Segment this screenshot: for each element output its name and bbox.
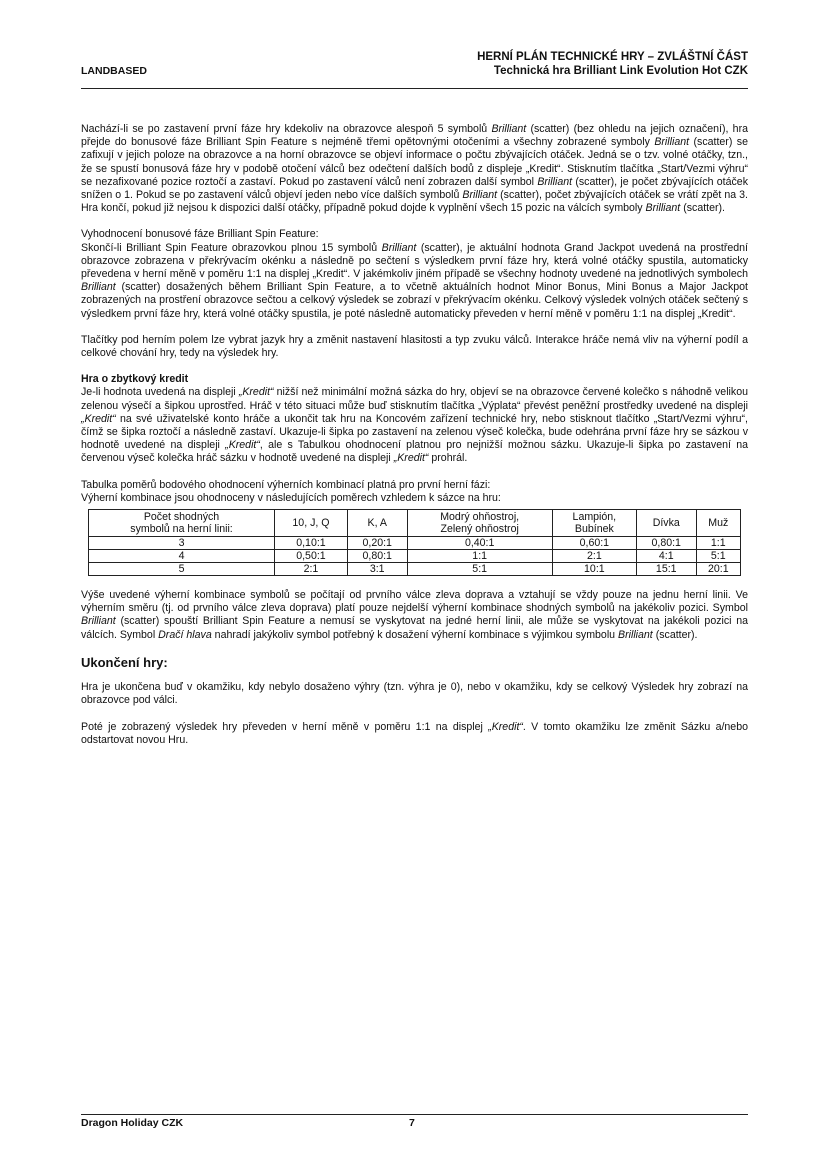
text-run: Nachází-li se po zastavení první fáze hry kdekoliv na obrazovce alespoň 5 symbolů	[81, 123, 492, 135]
paytable-payout-ratio: 20:1	[696, 563, 740, 576]
paytable-header-text: 10, J, Q	[292, 517, 330, 530]
document-header	[477, 50, 748, 78]
paragraph-bonus-evaluation	[81, 242, 748, 321]
emphasized-term: Brilliant	[618, 628, 653, 641]
emphasized-term: Brilliant	[381, 241, 417, 254]
text-run: na své uživatelské konto hráče a ukončit tak hru na Koncovém zařízení technické hry, nebo stisknout tlačítko „Start/Vezmi výhru“, čímž se šipka roztočí a následně zastaví. Ukazuje-li šipka po zastavení na zelenou výseč kolečka, bude odehrána první fáze hry se sázkou v hodnotě uvedené na displeji	[81, 412, 748, 452]
paragraph-combination-rules	[81, 589, 748, 642]
paytable-body	[89, 537, 741, 576]
paytable-payout-ratio: 1:1	[407, 550, 552, 563]
text-run: (scatter).	[652, 628, 698, 641]
text-run: Je-li hodnota uvedená na displeji	[81, 386, 239, 399]
paytable-payout-ratio: 0,10:1	[275, 537, 348, 550]
page-content	[81, 123, 748, 760]
paytable-column-header	[89, 510, 275, 537]
emphasized-term: Brilliant	[81, 281, 116, 294]
paytable-column-header	[636, 510, 696, 537]
text-run: (scatter) spouští Brilliant Spin Feature a nemusí se vyskytovat na jedné herní linii, ale může se vyskytovat na jakékoli pozici na válcích. Symbol	[81, 615, 748, 641]
text-run: (scatter).	[680, 202, 725, 215]
paytable-row	[89, 563, 741, 576]
paytable-intro-line1: Tabulka poměrů bodového ohodnocení výherních kombinací platná pro první herní fázi:	[81, 478, 491, 491]
paragraph-buttons	[81, 334, 748, 360]
text-run: (scatter), je počet zbývajících otáček snížen o 1. Pokud se po zastavení válců objeví jeden nebo více dalších symbolů	[81, 175, 748, 202]
paytable-column-header	[552, 510, 636, 537]
paytable-payout-ratio: 4:1	[636, 550, 696, 563]
paytable-payout-ratio: 0,40:1	[407, 537, 552, 550]
paragraph-bonus-trigger	[81, 123, 748, 215]
paytable-payout-ratio: 2:1	[275, 563, 348, 576]
paytable-header-text: Lampión,	[572, 511, 617, 524]
text-run: (scatter), počet zbývajících otáček se vrátí zpět na 3. Hra končí, pokud již nejsou k dispozici další otáčky, případně pokud dojde k vyplnění všech 15 pozic na válcích symboly	[81, 189, 748, 215]
document-title: HERNÍ PLÁN TECHNICKÉ HRY – ZVLÁŠTNÍ ČÁST	[477, 51, 748, 63]
paytable-payout-ratio: 15:1	[636, 563, 696, 576]
paragraph-remaining-credit	[81, 386, 748, 465]
text-run: , ale s Tabulkou ohodnocení platnou pro nejnižší možnou sázku. Ukazuje-li šipka po zastavení na červenou výseč kolečka hráč sázku v hodnotě uvedené na displeji	[81, 439, 748, 465]
paytable-payout-ratio: 10:1	[552, 563, 636, 576]
paytable-payout-ratio: 0,20:1	[347, 537, 407, 550]
paytable-symbol-count: 3	[89, 537, 275, 550]
paytable-payout-ratio: 5:1	[696, 550, 740, 563]
paytable-header-text: Dívka	[652, 517, 680, 530]
text-run: nahradí jakýkoliv symbol potřebný k dosažení výherní kombinace s výjimkou symbolu	[211, 628, 619, 641]
paytable-header-text: Bubínek	[574, 523, 614, 536]
text-run: (scatter) se zafixují v jejich poloze na obrazovce a na horní obrazovce se objeví informace o počtu zbývajících otáček. Jedná se o tzv. volné otáčky, tzn., že se spustí bonusová fáze hry v podobě otočení válců bez odečtení dalších bodů z displeje „Kredit“. Stisknutím tlačítka „Start/Vezmi výhru“ se nezafixované pozice roztočí a zastaví. Pokud po zastavení válců není zobrazen další symbol	[81, 136, 748, 188]
paytable-payout-ratio: 0,60:1	[552, 537, 636, 550]
paytable-row	[89, 537, 741, 550]
paytable-payout-ratio: 2:1	[552, 550, 636, 563]
paytable-payout-ratio: 0,50:1	[275, 550, 348, 563]
emphasized-term: „Kredit“	[81, 412, 116, 425]
paytable-header-text: Modrý ohňostroj,	[440, 511, 520, 524]
text-run: . V tomto okamžiku lze změnit Sázku a/nebo odstartovat novou Hru.	[81, 720, 748, 746]
paytable	[88, 509, 741, 576]
text-run: Tlačítky pod herním polem lze vybrat jazyk hry a změnit nastavení hlasitosti a typ zvuku válců. Interakce hráče nemá vliv na výherní podíl a celkové chování hry, tedy na výsledek hry.	[81, 333, 748, 360]
paytable-payout-ratio: 1:1	[696, 537, 740, 550]
paytable-row	[89, 550, 741, 563]
document-subtitle: Technická hra Brilliant Link Evolution Hot CZK	[493, 65, 748, 77]
paytable-header-text: Muž	[708, 517, 729, 530]
header-company: LANDBASED	[81, 65, 147, 77]
emphasized-term: „Kredit“	[238, 386, 274, 399]
emphasized-term: Brilliant	[81, 615, 116, 628]
paytable-payout-ratio: 3:1	[347, 563, 407, 576]
header-divider	[81, 88, 748, 89]
footer-game-name: Dragon Holiday CZK	[81, 1117, 184, 1129]
text-run: prohrál.	[428, 452, 468, 465]
emphasized-term: Dračí hlava	[158, 628, 212, 641]
paytable-header-row	[89, 510, 741, 537]
paragraph-result-transfer	[81, 721, 748, 747]
paytable-payout-ratio: 0,80:1	[347, 550, 407, 563]
emphasized-term: „Kredit“	[488, 720, 523, 733]
emphasized-term: Brilliant	[537, 175, 573, 188]
emphasized-term: „Kredit“	[393, 452, 429, 465]
emphasized-term: Brilliant	[491, 123, 527, 135]
emphasized-term: „Kredit“	[225, 439, 260, 452]
footer-divider	[81, 1114, 748, 1115]
paytable-column-header	[275, 510, 348, 537]
emphasized-term: Brilliant	[654, 136, 690, 149]
text-run: Poté je zobrazený výsledek hry převeden v herní měně v poměru 1:1 na displej	[81, 720, 489, 733]
paytable-header-text: K, A	[367, 517, 387, 530]
paytable-symbol-count: 5	[89, 563, 275, 576]
paytable-header-text: symbolů na herní linii:	[130, 523, 233, 536]
paytable-intro-line2: Výherní kombinace jsou ohodnoceny v následujících poměrech vzhledem k sázce na hru:	[81, 491, 501, 504]
paytable-symbol-count: 4	[89, 550, 275, 563]
paragraph-game-end	[81, 681, 748, 707]
emphasized-term: Brilliant	[645, 202, 681, 215]
text-run: (scatter) (bez ohledu na jejich označení), hra přejde do bonusové fáze Brilliant Spin Feature s nejméně třemi opětovnými otočeními a všechny zobrazené symboly	[81, 123, 748, 149]
section-title-game-end: Ukončení hry:	[81, 654, 168, 670]
paytable-header-text: Zelený ohňostroj	[440, 523, 519, 536]
page-number: 7	[409, 1117, 415, 1129]
paragraph-bonus-evaluation-title: Vyhodnocení bonusové fáze Brilliant Spin Feature:	[81, 228, 319, 241]
paytable-header-text: Počet shodných	[143, 511, 220, 524]
heading-remaining-credit: Hra o zbytkový kredit	[81, 373, 189, 386]
text-run: nižší než minimální možná sázka do hry, objeví se na obrazovce červené kolečko s náhodně velikou zelenou výsečí a šipkou uprostřed. Hráč v této situaci může buď stisknutím tlačítka „Výplata“ převést peněžní prostředky uvedené na displeji	[81, 386, 748, 412]
text-run: (scatter) dosažených během Brilliant Spin Feature, a to včetně aktuálních hodnot Minor Bonus, Mini Bonus a Major Jackpot zobrazených na prostření obrazovce sečtou a celkový výsledek se zobrazí v překrývacím okénku. Celkový výsledek volných otáček sečtený s výsledkem první fáze hry, která volné otáčky spustila, je poté následně automaticky převeden v herní měně v poměru 1:1 na displej „Kredit“.	[81, 281, 748, 320]
text-run: Hra je ukončena buď v okamžiku, kdy nebylo dosaženo výhry (tzn. výhra je 0), nebo v okamžiku, kdy se celkový Výsledek hry zobrazí na obrazovce pod válci.	[81, 681, 748, 707]
paytable-payout-ratio: 0,80:1	[636, 537, 696, 550]
paytable-column-header	[347, 510, 407, 537]
emphasized-term: Brilliant	[462, 189, 498, 202]
text-run: Skončí-li Brilliant Spin Feature obrazovkou plnou 15 symbolů	[81, 241, 382, 254]
paytable-column-header	[407, 510, 552, 537]
text-run: Výše uvedené výherní kombinace symbolů se počítají od prvního válce zleva doprava a vztahují se vždy pouze na jednu herní linii. Ve výherním směru (tj. od prvního válce zleva doprava) platí pouze nejdelší výherní kombinace shodných symbolů na jakékoliv pozici. Symbol	[81, 589, 748, 615]
paytable-column-header	[696, 510, 740, 537]
paytable-payout-ratio: 5:1	[407, 563, 552, 576]
text-run: (scatter), je aktuální hodnota Grand Jackpot uvedená na prostřední obrazovce zobrazena v překrývacím okénku a následně po sečtení s výsledkem první fáze hry, která volné otáčky spustila, automaticky převedena v herní měně v poměru 1:1 na displej „Kredit“. V jakémkoliv jiném případě se všechny hodnoty uvedené na jednotlivých symbolech	[81, 241, 748, 281]
